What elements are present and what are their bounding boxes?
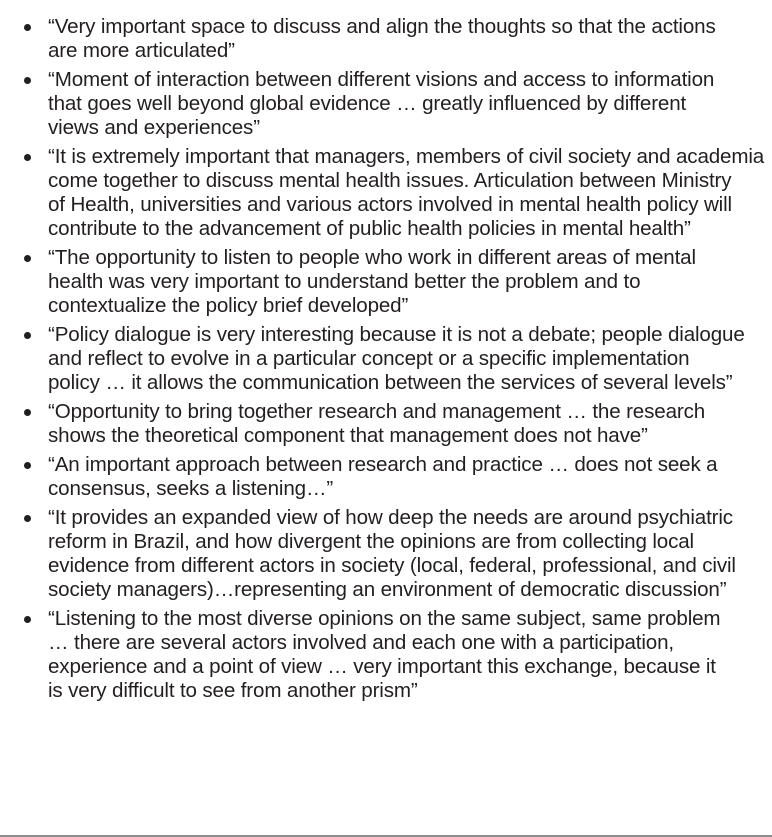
bullet-icon [24,462,31,469]
quote-line: “Moment of interaction between different visions and access to information [48,68,715,91]
quote-line: consensus, seeks a listening…” [48,477,334,500]
quote-line: “An important approach between research and practice … does not seek a [48,453,718,476]
quote-line: “It provides an expanded view of how deep the needs are around psychiatric [48,506,733,529]
bullet-icon [24,409,31,416]
quote-line: shows the theoretical component that management does not have” [48,424,648,447]
quote-line: views and experiences” [48,116,260,139]
quote-line: “Policy dialogue is very interesting because it is not a debate; people dialogue [48,323,745,346]
quote-line: society managers)…representing an environment of democratic discussion” [48,578,727,601]
quote-line: “The opportunity to listen to people who work in different areas of mental [48,246,696,269]
quote-line: “Very important space to discuss and align the thoughts so that the actions [48,15,716,38]
quote-line: is very difficult to see from another prism” [48,679,418,702]
bullet-icon [24,154,31,161]
quote-line: reform in Brazil, and how divergent the opinions are from collecting local [48,530,694,553]
list-item [0,145,772,241]
bullet-icon [24,24,31,31]
quote-line: come together to discuss mental health issues. Articulation between Ministry [48,169,732,192]
quote-line: and reflect to evolve in a particular concept or a specific implementation [48,347,690,370]
bullet-icon [24,255,31,262]
quote-line: “It is extremely important that managers, members of civil society and academia [48,145,765,168]
bullet-icon [24,77,31,84]
quote-line: are more articulated” [48,39,235,62]
list-item [0,400,772,448]
bullet-icon [24,515,31,522]
list-item [0,15,772,63]
list-item [0,453,772,501]
bullet-icon [24,332,31,339]
list-item [0,68,772,140]
list-item [0,607,772,703]
quote-line: contextualize the policy brief developed” [48,294,409,317]
quote-line: “Listening to the most diverse opinions on the same subject, same problem [48,607,721,630]
quote-line: policy … it allows the communication between the services of several levels” [48,371,733,394]
quote-line: that goes well beyond global evidence … greatly influenced by different [48,92,687,115]
quote-line: … there are several actors involved and each one with a participation, [48,631,674,654]
quote-line: of Health, universities and various actors involved in mental health policy will [48,193,732,216]
bullet-icon [24,616,31,623]
quote-line: experience and a point of view … very important this exchange, because it [48,655,716,678]
quote-line: health was very important to understand better the problem and to [48,270,641,293]
list-item [0,246,772,318]
quote-line: contribute to the advancement of public health policies in mental health” [48,217,691,240]
list-item [0,506,772,602]
quote-line: evidence from different actors in society (local, federal, professional, and civil [48,554,736,577]
quote-line: “Opportunity to bring together research and management … the research [48,400,706,423]
list-item [0,323,772,395]
